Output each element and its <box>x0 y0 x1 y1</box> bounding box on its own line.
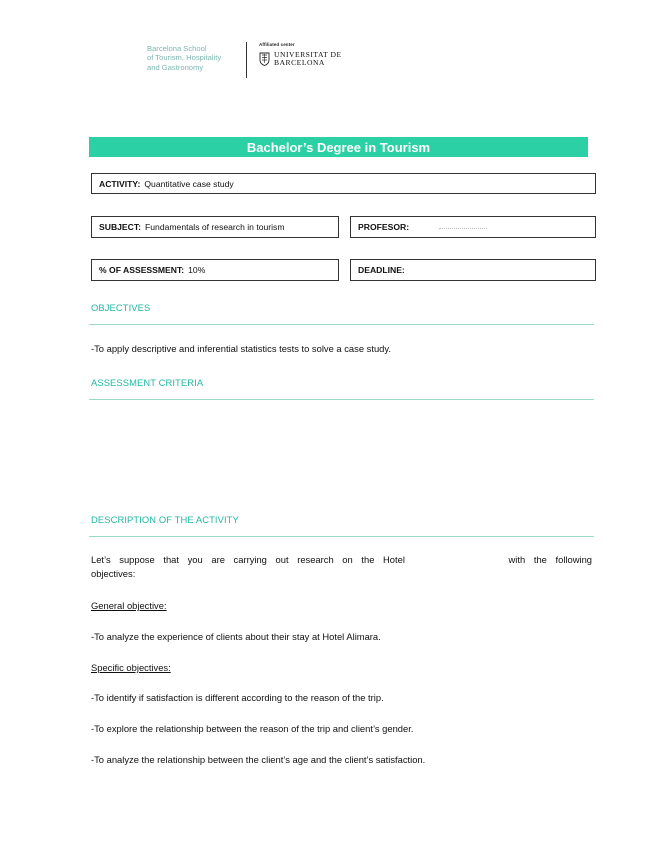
assessment-field <box>91 259 339 281</box>
specific-objectives-heading: Specific objectives: <box>91 662 171 673</box>
description-divider <box>89 536 594 537</box>
degree-title-bar: Bachelor’s Degree in Tourism <box>89 137 588 157</box>
specific-objective-item: -To identify if satisfaction is different according to the reason of the trip. <box>91 692 384 703</box>
objectives-divider <box>89 324 594 325</box>
deadline-field <box>350 259 596 281</box>
school-name-line-1: Barcelona School <box>147 44 207 53</box>
affiliated-label: Affiliated center <box>259 42 295 47</box>
university-line-1: UNIVERSITAT DE <box>274 50 342 59</box>
university-line-2: BARCELONA <box>274 58 325 68</box>
activity-field <box>91 173 596 194</box>
criteria-divider <box>89 399 594 400</box>
specific-objective-item: -To analyze the relationship between the client’s age and the client’s satisfaction. <box>91 754 426 765</box>
activity-value: Quantitative case study <box>144 178 234 189</box>
university-logo <box>259 42 349 68</box>
school-logo-text <box>147 44 243 72</box>
description-intro-line-2: objectives: <box>91 568 136 579</box>
specific-objective-item: -To explore the relationship between the reason of the trip and client’s gender. <box>91 723 414 734</box>
deadline-label: DEADLINE: <box>358 265 405 275</box>
activity-label: ACTIVITY: <box>99 178 141 189</box>
school-name-line-3: and Gastronomy <box>147 62 204 72</box>
assessment-value: 10% <box>188 265 206 275</box>
subject-value: Fundamentals of research in tourism <box>145 222 285 232</box>
university-seal-icon <box>259 52 270 66</box>
logo-divider <box>246 42 247 78</box>
professor-label: PROFESOR: <box>358 222 410 232</box>
description-heading: DESCRIPTION OF THE ACTIVITY <box>91 514 239 525</box>
criteria-heading: ASSESSMENT CRITERIA <box>91 377 204 388</box>
assessment-label: % OF ASSESSMENT: <box>99 265 185 275</box>
subject-field <box>91 216 339 238</box>
subject-label: SUBJECT: <box>99 222 142 232</box>
objectives-text: -To apply descriptive and inferential statistics tests to solve a case study. <box>91 343 391 354</box>
objectives-heading: OBJECTIVES <box>91 302 151 313</box>
school-name-line-2: of Tourism, Hospitality <box>147 53 222 63</box>
professor-field <box>350 216 596 238</box>
description-intro-line-1: Let’s suppose that you are carrying out research on the Hotel with the following <box>91 554 592 565</box>
professor-redacted-mark <box>439 226 487 229</box>
general-objective-text: -To analyze the experience of clients about their stay at Hotel Alimara. <box>91 631 381 642</box>
general-objective-heading: General objective: <box>91 600 167 611</box>
